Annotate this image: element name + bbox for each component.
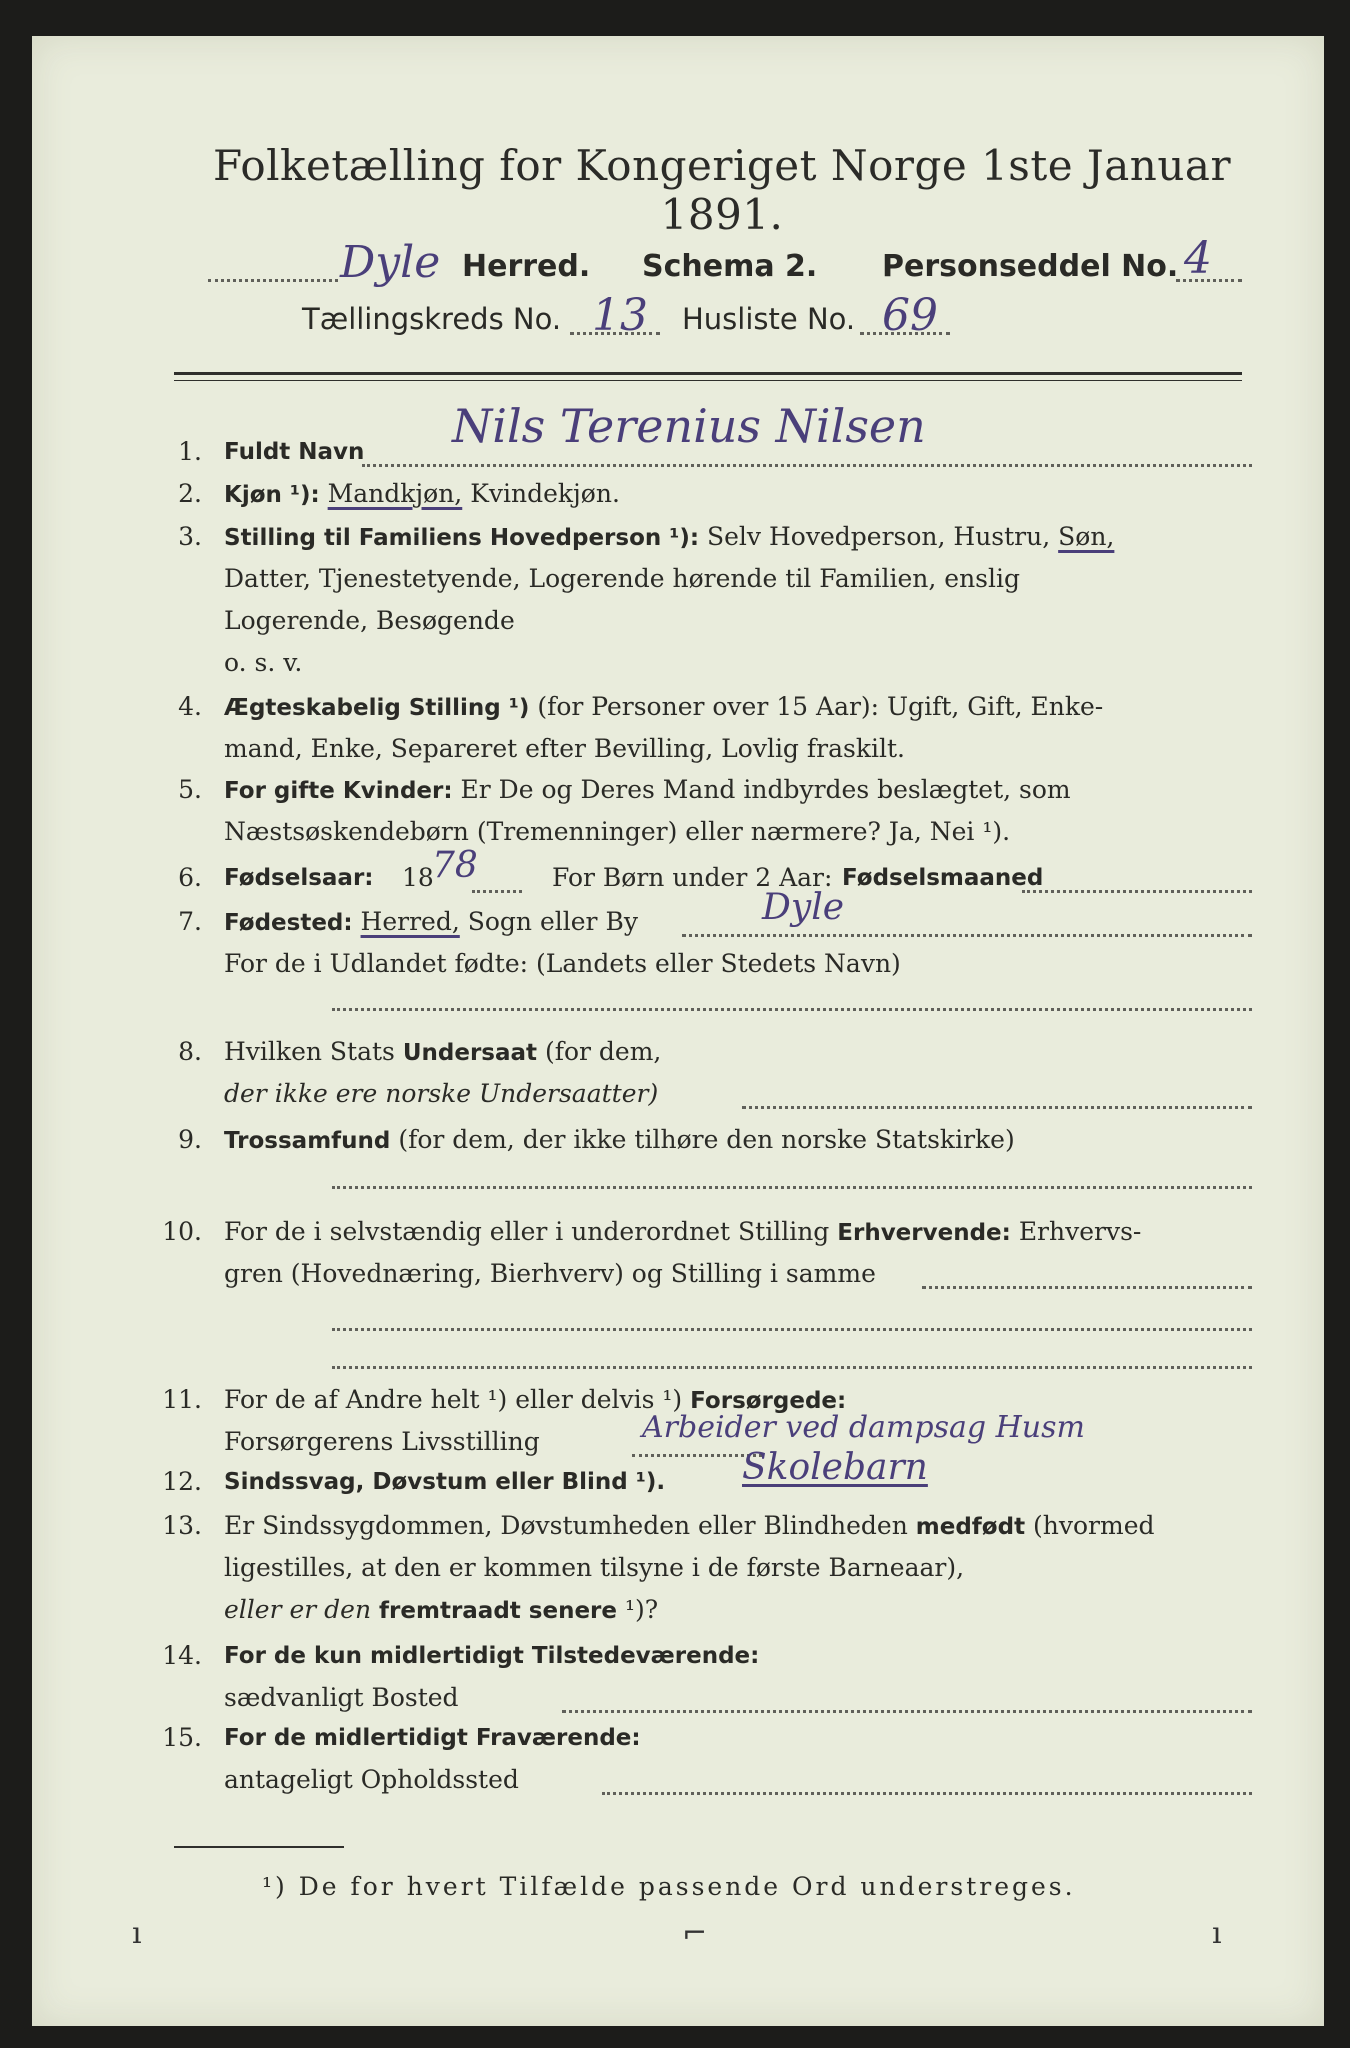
item-1-dots [362,464,1252,467]
item-11-text-1: For de af Andre helt ¹) eller delvis ¹) [224,1385,683,1414]
item-7 [142,887,1252,1026]
herred-option: Herred, [360,907,460,936]
item-6 [142,845,1252,902]
item-8-text-2: (for dem, [544,1037,662,1066]
kreds-line [172,290,1292,346]
birth-year-value: 78 [432,845,478,886]
herred-value: Dyle [340,237,441,288]
item-15 [142,1722,1252,1802]
margin-mark-center: ⌐ [682,1916,708,1951]
probable-stay-dots [602,1792,1252,1795]
item-3-text-3: Logerende, Besøgende [224,606,515,635]
item-11-text-2: Forsørgerens Livsstilling [224,1427,540,1456]
item-13 [142,1510,1252,1630]
item-2-label: Kjøn ¹): [224,482,320,508]
item-3-label: Stilling til Familiens Hovedperson ¹): [224,525,700,551]
item-12 [142,1447,1252,1506]
herred-label: Herred. [462,249,591,284]
item-15-number: 15. [162,1723,202,1752]
footnote-rule [174,1846,344,1848]
herred-dots [208,279,338,282]
item-5-label: For gifte Kvinder: [224,778,453,804]
item-10-number: 10. [162,1217,202,1246]
full-name-value: Nils Terenius Nilsen [452,399,926,453]
item-5-number: 5. [178,775,202,804]
herred-line [172,233,1292,291]
occupation-dots-2 [332,1328,1252,1331]
item-1-number: 1. [178,437,202,466]
provider-occupation-value: Arbeider ved dampsag Husm [642,1410,1085,1445]
item-3-number: 3. [178,522,202,551]
personseddel-dots [1176,279,1242,282]
item-13-text-3b: ¹)? [624,1595,659,1624]
item-11 [142,1384,1252,1464]
item-6-number: 6. [178,863,202,892]
margin-mark-left: ı [132,1916,142,1951]
item-14-text: sædvanligt Bosted [224,1683,459,1712]
item-3-text-2: Datter, Tjenestetyende, Logerende hørende til Familien, enslig [224,564,1021,593]
kreds-dots [570,332,660,335]
item-11-number: 11. [162,1385,202,1414]
birthplace-value: Dyle [762,887,845,928]
item-3-text-1: Selv Hovedperson, Hustru, [707,522,1051,551]
item-9 [142,1124,1252,1204]
item-14-number: 14. [162,1641,202,1670]
census-form-sheet [32,36,1324,2026]
disability-value: Skolebarn [742,1447,928,1488]
birth-month-label: Fødselsmaaned [842,865,1044,891]
later-onset-label: fremtraadt senere [379,1598,617,1624]
item-6-text: For Børn under 2 Aar: [552,863,833,892]
item-12-number: 12. [162,1467,202,1496]
item-13-text-3: eller er den [224,1595,372,1624]
citizenship-dots [742,1106,1252,1109]
item-4 [142,691,1252,771]
religion-dots [332,1186,1252,1189]
birth-year-prefix: 18 [402,863,434,892]
item-8-number: 8. [178,1037,202,1066]
item-2-number: 2. [178,479,202,508]
item-9-number: 9. [178,1125,202,1154]
item-10 [142,1216,1252,1366]
form-title: Folketælling for Kongeriget Norge 1ste Januar 1891. [212,141,1232,239]
item-8-text-1: Hvilken Stats [224,1037,395,1066]
husliste-label: Husliste No. [682,302,856,336]
occupation-dots-3 [332,1366,1252,1369]
item-14 [142,1640,1252,1720]
item-7-text: Sogn eller By [467,907,638,936]
item-3-text-4: o. s. v. [224,648,303,677]
gender-female-option: Kvindekjøn. [470,479,620,508]
birth-year-dots [472,890,522,893]
item-3 [142,521,1252,681]
schema-label: Schema 2. [642,249,818,284]
item-13-text-1: Er Sindssygdommen, Døvstumheden eller Blindheden [224,1511,908,1540]
birth-year-label: Fødselsaar: [224,865,374,891]
occupation-label: Erhvervende: [837,1220,1011,1246]
item-5 [142,774,1252,854]
birth-month-dots [1022,890,1252,893]
item-4-number: 4. [178,692,202,721]
item-13-number: 13. [162,1511,202,1540]
temporary-absent-label: For de midlertidigt Fraværende: [224,1725,641,1751]
item-7-number: 7. [178,907,202,936]
citizenship-label: Undersaat [402,1040,538,1066]
item-4-text-2: mand, Enke, Separeret efter Bevilling, Lovlig fraskilt. [224,734,905,763]
item-4-label: Ægteskabelig Stilling ¹) [224,695,530,721]
gender-male-option: Mandkjøn, [327,479,463,508]
religion-label: Trossamfund [224,1128,391,1154]
item-7-text-2: For de i Udlandet fødte: (Landets eller Stedets Navn) [224,949,901,978]
item-1 [142,399,1252,476]
footnote: ¹) De for hvert Tilfælde passende Ord understreges. [262,1872,1076,1901]
item-13-text-2: ligestilles, at den er kommen tilsyne i de første Barneaar), [224,1553,965,1582]
item-15-text: antageligt Opholdssted [224,1765,519,1794]
disability-label: Sindssvag, Døvstum eller Blind ¹). [224,1469,666,1495]
item-10-text-1b: Erhvervs- [1018,1217,1142,1246]
birthplace-dots [682,934,1252,937]
kreds-label: Tællingskreds No. [302,302,562,336]
item-5-text-1: Er De og Deres Mand indbyrdes beslægtet, som [460,775,1071,804]
item-10-text-1: For de i selvstændig eller i underordnet Stilling [224,1217,830,1246]
item-2 [142,478,1252,518]
birthplace-label: Fødested: [224,910,353,936]
item-5-text-2: Næstsøskendebørn (Tremenninger) eller nærmere? Ja, Nei ¹). [224,817,1011,846]
usual-residence-dots [562,1710,1252,1713]
personseddel-value: 4 [1184,233,1212,284]
item-13-text-1b: (hvormed [1033,1511,1155,1540]
son-option: Søn, [1058,522,1115,551]
item-4-text-1: (for Personer over 15 Aar): Ugift, Gift, Enke- [537,692,1104,721]
temporary-present-label: For de kun midlertidigt Tilstedeværende: [224,1643,760,1669]
item-1-label: Fuldt Navn [224,439,365,465]
item-10-text-2: gren (Hovednæring, Bierhverv) og Stilling i samme [224,1259,876,1288]
kreds-value: 13 [592,290,648,341]
husliste-value: 69 [882,290,938,341]
personseddel-label: Personseddel No. [882,249,1179,284]
margin-mark-right: ı [1212,1916,1222,1951]
header-rule-thin [174,380,1242,381]
congenital-label: medfødt [915,1514,1026,1540]
item-9-text: (for dem, der ikke tilhøre den norske Statskirke) [398,1125,1015,1154]
foreign-birthplace-dots [332,1008,1252,1011]
header-rule [174,372,1242,375]
occupation-dots-1 [922,1286,1252,1289]
husliste-dots [860,332,950,335]
item-8 [142,1036,1252,1116]
dependent-label: Forsørgede: [690,1388,847,1414]
item-8-text-3: der ikke ere norske Undersaatter) [224,1079,659,1108]
